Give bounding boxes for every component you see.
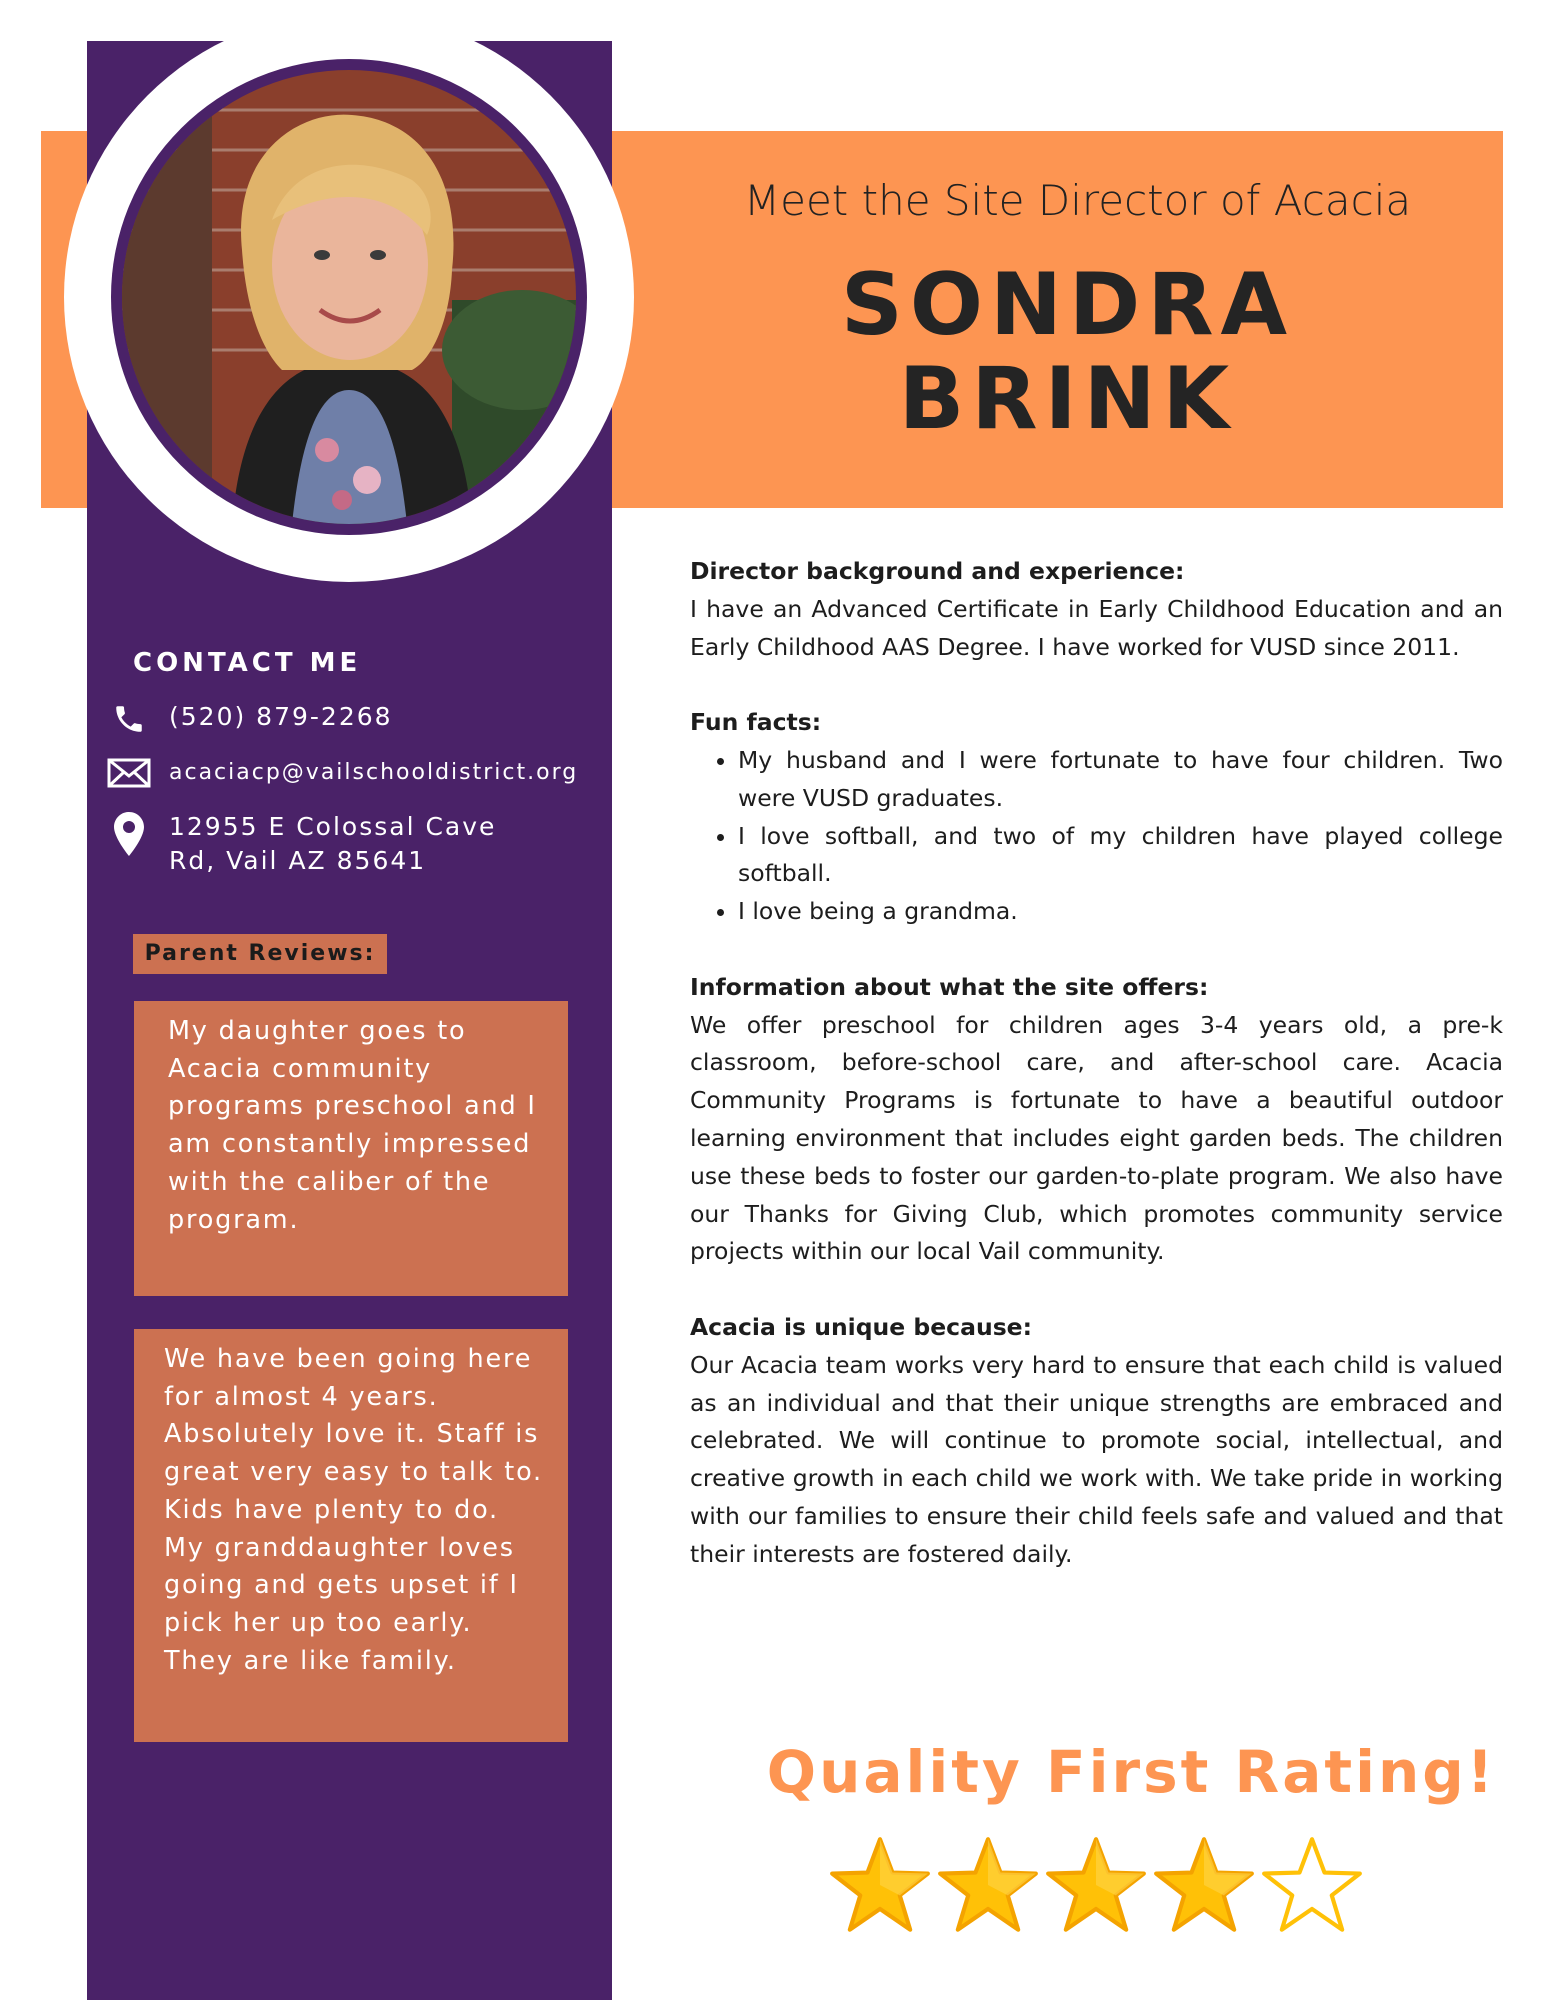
section-heading: Fun facts: bbox=[690, 708, 822, 737]
review-card bbox=[134, 1329, 568, 1742]
rating-stars bbox=[828, 1833, 1364, 1937]
fun-facts-list bbox=[690, 742, 1503, 931]
review-text: We have been going here for almost 4 years. Absolutely love it. Staff is great very easy to talk to. Kids have plenty to do. My granddaughter loves going and gets upset if I pick her up too early. They are like family. bbox=[164, 1344, 543, 1676]
star-filled-icon bbox=[1152, 1833, 1256, 1937]
rating-title: Quality First Rating! bbox=[766, 1738, 1497, 1806]
review-text: My daughter goes to Acacia community programs preschool and I am constantly impressed with the caliber of the program. bbox=[168, 1016, 537, 1235]
director-first-name: SONDRA bbox=[840, 255, 1295, 355]
list-item: • I love being a grandma. bbox=[738, 893, 1503, 931]
section-offers bbox=[690, 969, 1503, 1271]
section-heading: Director background and experience: bbox=[690, 557, 1185, 585]
section-body: Our Acacia team works very hard to ensure that each child is valued as an individual and that their unique strengths are embraced and celebrated. We will continue to promote social, intellectual, and creative growth in each child we work with. We take pride in working with our families to ensure their child feels safe and valued and that their interests are fostered daily. bbox=[690, 1350, 1503, 1568]
director-last-name: BRINK bbox=[898, 349, 1237, 449]
review-card bbox=[134, 1001, 568, 1296]
map-pin-icon bbox=[104, 810, 154, 856]
contact-address-row bbox=[104, 810, 589, 878]
envelope-icon bbox=[104, 756, 154, 788]
section-body: We offer preschool for children ages 3-4 years old, a pre-k classroom, before-school care, and after-school care. Acacia Community Programs is fortunate to have a beautiful outdoor learning environment that includes eight garden beds. The children use these beds to foster our garden-to-plate program. We also have our Thanks for Giving Club, which promotes community service projects within our local Vail community. bbox=[690, 1010, 1503, 1266]
main-content bbox=[690, 553, 1503, 1611]
section-body: I have an Advanced Certificate in Early Childhood Education and an Early Childhood AAS Degree. I have worked for VUSD since 2011. bbox=[690, 594, 1503, 661]
star-filled-icon bbox=[828, 1833, 932, 1937]
list-item: • I love softball, and two of my children have played college softball. bbox=[738, 818, 1503, 894]
section-background bbox=[690, 553, 1503, 666]
contact-email[interactable]: acaciacp@vailschooldistrict.org bbox=[169, 760, 579, 785]
contact-address-line2: Rd, Vail AZ 85641 bbox=[169, 846, 427, 875]
contact-phone-row bbox=[104, 700, 589, 736]
parent-reviews-label: Parent Reviews: bbox=[133, 934, 387, 974]
star-outline-icon bbox=[1260, 1833, 1364, 1937]
star-filled-icon bbox=[936, 1833, 1040, 1937]
director-name bbox=[612, 255, 1503, 449]
contact-email-row bbox=[104, 756, 589, 790]
contact-address-line1: 12955 E Colossal Cave bbox=[169, 812, 497, 841]
page-subtitle: Meet the Site Director of Acacia bbox=[743, 176, 1412, 225]
list-item: • My husband and I were fortunate to have four children. Two were VUSD graduates. bbox=[738, 742, 1503, 818]
section-heading: Information about what the site offers: bbox=[690, 972, 1209, 1001]
contact-address bbox=[169, 810, 589, 878]
section-unique bbox=[690, 1309, 1503, 1574]
star-filled-icon bbox=[1044, 1833, 1148, 1937]
section-heading: Acacia is unique because: bbox=[690, 1312, 1033, 1341]
phone-icon bbox=[104, 700, 154, 736]
director-photo bbox=[122, 70, 576, 524]
section-fun-facts bbox=[690, 704, 1503, 931]
contact-phone[interactable]: (520) 879-2268 bbox=[169, 702, 393, 731]
contact-heading: CONTACT ME bbox=[133, 648, 362, 678]
